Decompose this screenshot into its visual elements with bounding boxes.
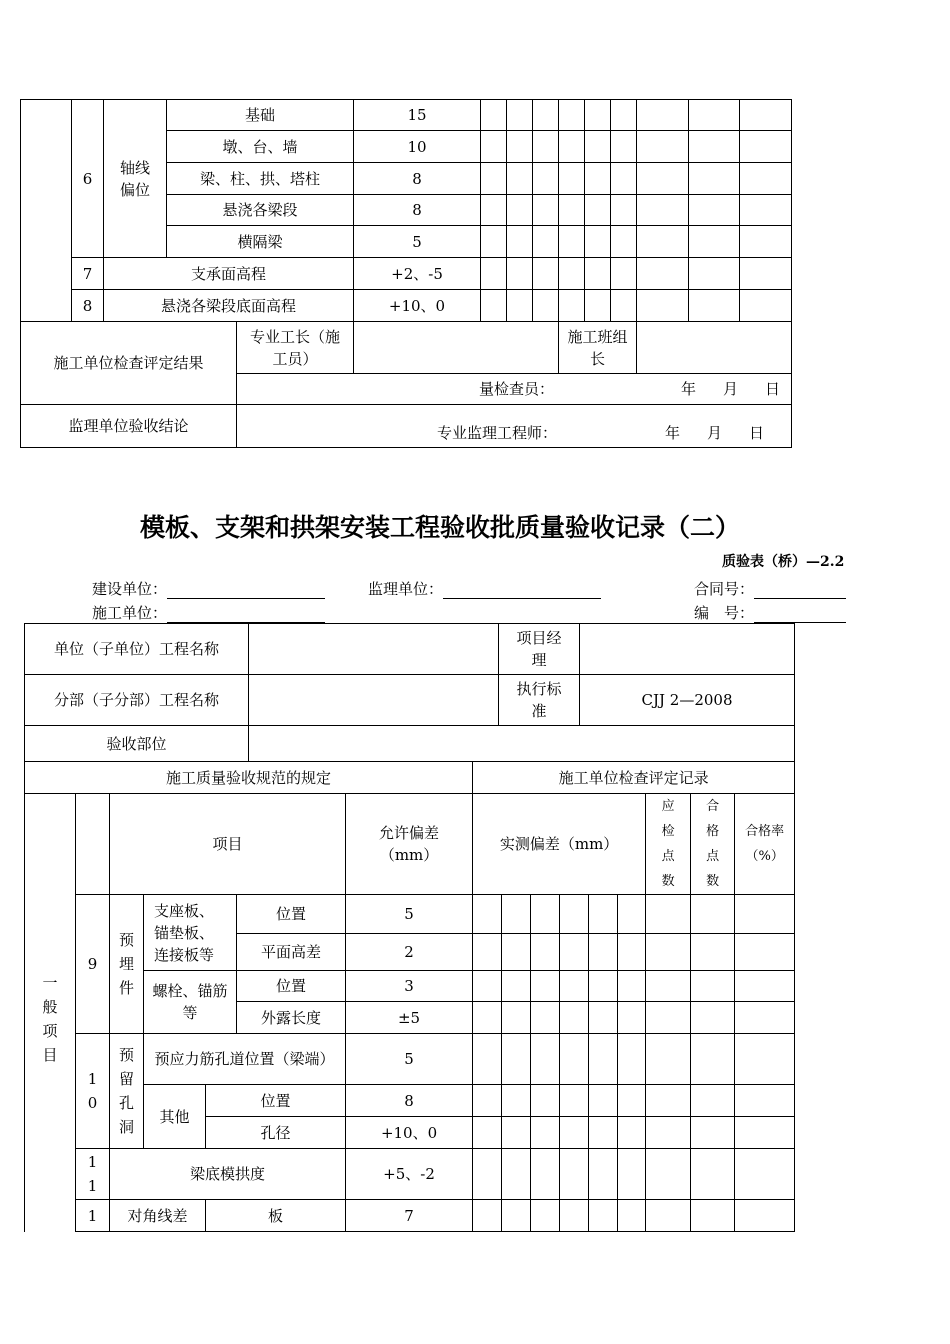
measure-cell[interactable]: [560, 934, 589, 971]
item-name: 孔径: [206, 1117, 346, 1149]
tolerance-value: 2: [346, 934, 473, 971]
pass-rate-cell[interactable]: [735, 1200, 795, 1232]
pass-rate-cell[interactable]: [740, 195, 792, 226]
measure-cell[interactable]: [507, 290, 533, 322]
should-check-cell[interactable]: [637, 100, 689, 131]
item-number: 9: [76, 895, 110, 1034]
measure-cell[interactable]: [611, 163, 637, 195]
measure-cell[interactable]: [585, 131, 611, 163]
measure-cell[interactable]: [585, 258, 611, 290]
measure-cell[interactable]: [611, 131, 637, 163]
item-name: 墩、台、墙: [167, 131, 354, 163]
should-check-cell[interactable]: [646, 1200, 691, 1232]
build-unit-field: [92, 578, 325, 599]
measure-cell[interactable]: [473, 1002, 502, 1034]
tolerance-value: 8: [354, 163, 481, 195]
pass-count-cell[interactable]: [691, 1002, 735, 1034]
pass-count-cell[interactable]: [691, 971, 735, 1002]
measure-cell[interactable]: [531, 1034, 560, 1085]
tolerance-value: 5: [346, 895, 473, 934]
tolerance-value: 7: [346, 1200, 473, 1232]
item-name: 悬浇各梁段: [167, 195, 354, 226]
pass-count-cell[interactable]: [689, 195, 740, 226]
measure-cell[interactable]: [502, 1002, 531, 1034]
measure-cell[interactable]: [507, 163, 533, 195]
measure-cell[interactable]: [481, 290, 507, 322]
measure-cell[interactable]: [560, 1085, 589, 1117]
measure-cell[interactable]: [473, 1200, 502, 1232]
item-header: 项目: [110, 794, 346, 895]
measure-cell[interactable]: [502, 1149, 531, 1200]
measure-cell[interactable]: [589, 895, 618, 934]
measure-cell[interactable]: [533, 258, 559, 290]
measure-cell[interactable]: [502, 971, 531, 1002]
measure-cell[interactable]: [560, 1034, 589, 1085]
measure-cell[interactable]: [531, 1117, 560, 1149]
measure-cell[interactable]: [481, 258, 507, 290]
pass-rate-cell[interactable]: [735, 1117, 795, 1149]
measure-cell[interactable]: [618, 1002, 646, 1034]
measure-cell[interactable]: [618, 934, 646, 971]
tolerance-value: 15: [354, 100, 481, 131]
measure-cell[interactable]: [507, 131, 533, 163]
measure-cell[interactable]: [531, 895, 560, 934]
month-label: 月: [723, 380, 739, 398]
measure-cell[interactable]: [618, 895, 646, 934]
measure-cell[interactable]: [589, 971, 618, 1002]
pass-count-cell[interactable]: [691, 1085, 735, 1117]
tolerance-value: 5: [354, 226, 481, 258]
table-continued: [20, 99, 792, 448]
measure-cell[interactable]: [560, 1117, 589, 1149]
item-number: 11: [76, 1149, 110, 1200]
measure-cell[interactable]: [611, 195, 637, 226]
measure-cell[interactable]: [560, 1149, 589, 1200]
tolerance-value: +2、-5: [354, 258, 481, 290]
measure-cell[interactable]: [473, 934, 502, 971]
pass-count-cell[interactable]: [689, 163, 740, 195]
tolerance-header: 允许偏差（mm）: [346, 794, 473, 895]
measure-cell[interactable]: [560, 1002, 589, 1034]
measure-cell[interactable]: [533, 131, 559, 163]
measure-cell[interactable]: [618, 971, 646, 1002]
measure-cell[interactable]: [481, 131, 507, 163]
measure-cell[interactable]: [531, 1149, 560, 1200]
pass-rate-cell[interactable]: [735, 934, 795, 971]
measure-cell[interactable]: [618, 1149, 646, 1200]
supervise-unit-input[interactable]: [443, 582, 601, 599]
spec-header: 施工质量验收规范的规定: [25, 762, 473, 794]
measure-cell[interactable]: [585, 226, 611, 258]
item-name: 梁底模拱度: [110, 1149, 346, 1200]
serial-no-label: 编 号：: [694, 604, 755, 622]
measure-cell[interactable]: [585, 163, 611, 195]
pass-rate-cell[interactable]: [740, 131, 792, 163]
measure-cell[interactable]: [473, 895, 502, 934]
item-name: 悬浇各梁段底面高程: [104, 290, 354, 322]
construct-unit-field: [92, 602, 325, 623]
pass-rate-cell[interactable]: [735, 1149, 795, 1200]
should-check-cell[interactable]: [637, 131, 689, 163]
should-check-cell[interactable]: [637, 290, 689, 322]
tolerance-value: +10、0: [354, 290, 481, 322]
supervision-conclusion-label: 监理单位验收结论: [21, 405, 237, 448]
pass-count-cell[interactable]: [691, 1200, 735, 1232]
inspector-signature-row[interactable]: [237, 374, 792, 405]
project-info-table: [24, 623, 795, 762]
serial-no-field: [694, 602, 846, 623]
measure-cell[interactable]: [507, 100, 533, 131]
pass-rate-cell[interactable]: [740, 163, 792, 195]
measure-cell[interactable]: [533, 290, 559, 322]
measure-cell[interactable]: [502, 1117, 531, 1149]
should-check-header: 应检点数: [646, 794, 691, 895]
measure-cell[interactable]: [473, 971, 502, 1002]
measure-cell[interactable]: [559, 100, 585, 131]
engineer-label: 专业监理工程师：: [437, 424, 558, 442]
item-name: 位置: [237, 895, 346, 934]
measure-cell[interactable]: [507, 226, 533, 258]
measure-cell[interactable]: [481, 195, 507, 226]
measure-cell[interactable]: [560, 895, 589, 934]
tolerance-value: +5、-2: [346, 1149, 473, 1200]
accept-part-input[interactable]: [249, 726, 795, 762]
pass-rate-header: 合格率（%）: [735, 794, 795, 895]
measure-cell[interactable]: [502, 1085, 531, 1117]
measure-cell[interactable]: [531, 934, 560, 971]
item-name: 支承面高程: [104, 258, 354, 290]
construction-result-label: 施工单位检查评定结果: [21, 322, 237, 405]
inspection-table: [24, 761, 795, 1232]
item-name: 位置: [206, 1085, 346, 1117]
pm-input[interactable]: [580, 624, 795, 675]
pass-count-cell[interactable]: [689, 226, 740, 258]
measure-cell[interactable]: [585, 100, 611, 131]
measure-cell[interactable]: [481, 226, 507, 258]
measure-cell[interactable]: [533, 100, 559, 131]
tolerance-value: 8: [346, 1085, 473, 1117]
month-label: 月: [707, 424, 723, 442]
should-check-cell[interactable]: [637, 226, 689, 258]
pass-rate-cell[interactable]: [735, 1002, 795, 1034]
item-name: 平面高差: [237, 934, 346, 971]
measure-cell[interactable]: [611, 258, 637, 290]
measure-cell[interactable]: [502, 934, 531, 971]
subgroup-label: 螺栓、锚筋等: [144, 971, 237, 1034]
contract-no-input[interactable]: [754, 582, 846, 599]
year-label: 年: [681, 380, 697, 398]
year-label: 年: [665, 424, 681, 442]
item-name: 横隔梁: [167, 226, 354, 258]
item-name: 梁、柱、拱、塔柱: [167, 163, 354, 195]
standard-value: CJJ 2—2008: [580, 675, 795, 726]
measure-cell[interactable]: [473, 1149, 502, 1200]
item-name: 预应力筋孔道位置（梁端）: [144, 1034, 346, 1085]
pass-count-cell[interactable]: [691, 1117, 735, 1149]
day-label: 日: [765, 380, 781, 398]
project-name-input[interactable]: [249, 624, 499, 675]
pass-count-cell[interactable]: [691, 895, 735, 934]
build-unit-input[interactable]: [167, 582, 325, 599]
measure-cell[interactable]: [531, 1200, 560, 1232]
pass-count-cell[interactable]: [689, 290, 740, 322]
pass-rate-cell[interactable]: [735, 1034, 795, 1085]
measure-cell[interactable]: [618, 1200, 646, 1232]
construct-unit-label: 施工单位：: [92, 604, 168, 622]
item-number: 7: [72, 258, 104, 290]
item-number: 8: [72, 290, 104, 322]
should-check-cell[interactable]: [646, 1085, 691, 1117]
measure-cell[interactable]: [559, 195, 585, 226]
item-group-label: 轴线偏位: [104, 100, 167, 258]
sub-project-label: 分部（子分部）工程名称: [25, 675, 249, 726]
measure-cell[interactable]: [589, 1085, 618, 1117]
pass-count-header: 合格点数: [691, 794, 735, 895]
pass-count-cell[interactable]: [689, 258, 740, 290]
should-check-cell[interactable]: [646, 1117, 691, 1149]
pass-count-cell[interactable]: [691, 934, 735, 971]
measure-cell[interactable]: [618, 1034, 646, 1085]
measure-cell[interactable]: [481, 163, 507, 195]
pass-count-cell[interactable]: [689, 131, 740, 163]
measure-cell[interactable]: [559, 163, 585, 195]
item-number: 1: [76, 1200, 110, 1232]
category-header: [25, 794, 76, 895]
measure-cell[interactable]: [507, 195, 533, 226]
standard-label: 执行标准: [499, 675, 580, 726]
measured-header: 实测偏差（mm）: [473, 794, 646, 895]
measure-cell[interactable]: [502, 1200, 531, 1232]
contract-no-label: 合同号：: [694, 580, 755, 598]
measure-cell[interactable]: [531, 1002, 560, 1034]
pass-rate-cell[interactable]: [740, 290, 792, 322]
supervise-unit-label: 监理单位：: [368, 580, 444, 598]
measure-cell[interactable]: [533, 195, 559, 226]
measure-cell[interactable]: [589, 1149, 618, 1200]
measure-cell[interactable]: [559, 258, 585, 290]
form-title: 模板、支架和拱架安装工程验收批质量验收记录（二）: [139, 513, 740, 542]
pass-rate-cell[interactable]: [735, 895, 795, 934]
supervise-unit-field: [368, 578, 601, 599]
measure-cell[interactable]: [507, 258, 533, 290]
should-check-cell[interactable]: [646, 1034, 691, 1085]
tolerance-value: 3: [346, 971, 473, 1002]
supervision-signature-row[interactable]: [237, 405, 792, 448]
tolerance-value: 10: [354, 131, 481, 163]
should-check-cell[interactable]: [637, 195, 689, 226]
measure-cell[interactable]: [473, 1034, 502, 1085]
measure-cell[interactable]: [611, 226, 637, 258]
should-check-cell[interactable]: [646, 971, 691, 1002]
sub-project-input[interactable]: [249, 675, 499, 726]
tolerance-value: +10、0: [346, 1117, 473, 1149]
foreman-label: 专业工长（施工员）: [237, 322, 354, 374]
item-group-label: 预埋件: [110, 895, 144, 1034]
measure-cell[interactable]: [585, 195, 611, 226]
measure-cell[interactable]: [589, 934, 618, 971]
item-number: 10: [76, 1034, 110, 1149]
measure-cell[interactable]: [560, 1200, 589, 1232]
day-label: 日: [749, 424, 765, 442]
measure-cell[interactable]: [533, 226, 559, 258]
measure-cell[interactable]: [560, 971, 589, 1002]
measure-cell[interactable]: [618, 1117, 646, 1149]
measure-cell[interactable]: [589, 1200, 618, 1232]
measure-cell[interactable]: [502, 1034, 531, 1085]
project-name-label: 单位（子单位）工程名称: [25, 624, 249, 675]
measure-cell[interactable]: [589, 1034, 618, 1085]
tolerance-value: ±5: [346, 1002, 473, 1034]
measure-cell[interactable]: [618, 1085, 646, 1117]
measure-cell[interactable]: [559, 226, 585, 258]
measure-cell[interactable]: [559, 131, 585, 163]
measure-cell[interactable]: [473, 1117, 502, 1149]
check-record-header: 施工单位检查评定记录: [473, 762, 795, 794]
measure-cell[interactable]: [611, 290, 637, 322]
measure-cell[interactable]: [531, 1085, 560, 1117]
measure-cell[interactable]: [531, 971, 560, 1002]
tolerance-value: 5: [346, 1034, 473, 1085]
measure-cell[interactable]: [533, 163, 559, 195]
measure-cell[interactable]: [502, 895, 531, 934]
construct-unit-input[interactable]: [167, 606, 325, 623]
measure-cell[interactable]: [473, 1085, 502, 1117]
general-items-label: 一般项目: [25, 895, 76, 1232]
contract-no-field: [694, 578, 846, 599]
item-name: 位置: [237, 971, 346, 1002]
pass-rate-cell[interactable]: [735, 971, 795, 1002]
accept-part-label: 验收部位: [25, 726, 249, 762]
measure-cell[interactable]: [559, 290, 585, 322]
should-check-cell[interactable]: [646, 1002, 691, 1034]
measure-cell[interactable]: [611, 100, 637, 131]
should-check-cell[interactable]: [646, 895, 691, 934]
pass-rate-cell[interactable]: [740, 258, 792, 290]
inspector-label: 量检查员：: [479, 380, 555, 398]
should-check-cell[interactable]: [637, 163, 689, 195]
build-unit-label: 建设单位：: [92, 580, 168, 598]
pass-count-cell[interactable]: [689, 100, 740, 131]
pass-count-cell[interactable]: [691, 1034, 735, 1085]
should-check-cell[interactable]: [646, 1149, 691, 1200]
serial-no-input[interactable]: [754, 606, 846, 623]
item-name: 对角线差: [110, 1200, 206, 1232]
measure-cell[interactable]: [585, 290, 611, 322]
item-name: 外露长度: [237, 1002, 346, 1034]
item-group-label: 预留孔洞: [110, 1034, 144, 1149]
should-check-cell[interactable]: [646, 934, 691, 971]
pass-rate-cell[interactable]: [740, 226, 792, 258]
measure-cell[interactable]: [589, 1002, 618, 1034]
should-check-cell[interactable]: [637, 258, 689, 290]
pass-count-cell[interactable]: [691, 1149, 735, 1200]
tolerance-value: 8: [354, 195, 481, 226]
item-number: 6: [72, 100, 104, 258]
pm-label: 项目经理: [499, 624, 580, 675]
subgroup-label: 支座板、锚垫板、连接板等: [144, 895, 237, 971]
foreman-signature[interactable]: [354, 322, 559, 374]
item-sub-name: 板: [206, 1200, 346, 1232]
measure-cell[interactable]: [481, 100, 507, 131]
measure-cell[interactable]: [589, 1117, 618, 1149]
number-header: [76, 794, 110, 895]
team-leader-label: 施工班组长: [559, 322, 637, 374]
pass-rate-cell[interactable]: [735, 1085, 795, 1117]
item-name: 基础: [167, 100, 354, 131]
team-leader-signature[interactable]: [637, 322, 792, 374]
pass-rate-cell[interactable]: [740, 100, 792, 131]
category-cell-continued: [21, 100, 72, 322]
subgroup-label: 其他: [144, 1085, 206, 1149]
form-code: 质验表（桥）—2.2: [722, 554, 845, 570]
